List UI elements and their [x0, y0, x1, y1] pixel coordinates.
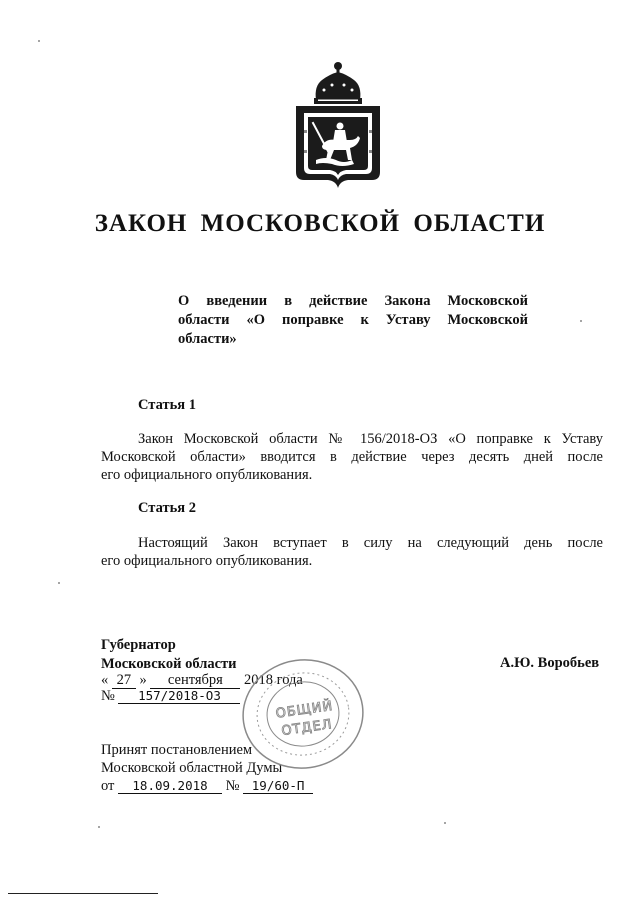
subtitle-line: области «О поправке к Уставу Московской — [178, 312, 528, 328]
position-line: Губернатор — [101, 637, 176, 653]
adoption-date-line — [101, 777, 313, 795]
article-line: Настоящий Закон вступает в силу на следующий день после — [138, 535, 603, 551]
office-stamp — [238, 656, 368, 772]
adoption-line: Московской областной Думы — [101, 760, 283, 776]
article-1-text — [101, 430, 603, 484]
article-line: его официального опубликования. — [101, 467, 313, 483]
scan-speck — [444, 822, 446, 824]
signatory-position — [101, 636, 237, 674]
adoption-date: 18.09.2018 — [118, 778, 222, 794]
date-day: 27 — [112, 673, 136, 689]
date-month: сентября — [150, 673, 240, 689]
article-line: Закон Московской области № 156/2018-ОЗ «О поправке к Уставу — [138, 431, 603, 447]
law-number — [101, 688, 240, 705]
subtitle-line: О введении в действие Закона Московской — [178, 293, 528, 309]
signatory-name: А.Ю. Воробьев — [500, 655, 600, 671]
stamp-text-line1: ОБЩИЙ — [274, 698, 335, 722]
scan-speck — [580, 320, 582, 322]
number-value: 157/2018-ОЗ — [118, 688, 240, 704]
date-close-quote: » — [139, 672, 147, 688]
article-1-heading: Статья 1 — [138, 397, 196, 413]
position-line: Московской области — [101, 656, 237, 672]
scan-speck — [98, 826, 100, 828]
document-subtitle — [178, 292, 528, 349]
footer-rule — [8, 893, 158, 894]
subtitle-line: области» — [178, 331, 237, 347]
date-year: 2018 года — [244, 672, 303, 688]
adoption-line: Принят постановлением — [101, 742, 253, 758]
coat-of-arms-emblem — [292, 60, 384, 190]
article-line: Московской области» вводится в действие через десять дней после — [101, 449, 603, 465]
article-2-text — [101, 534, 603, 570]
number-label: № — [101, 688, 115, 704]
stamp-text-line2: ОТДЕЛ — [280, 717, 334, 740]
document-title: ЗАКОН МОСКОВСКОЙ ОБЛАСТИ — [94, 210, 546, 237]
article-2-heading: Статья 2 — [138, 500, 196, 516]
adoption-number: 19/60-П — [243, 778, 313, 794]
scan-speck — [38, 40, 40, 42]
article-line: его официального опубликования. — [101, 553, 313, 569]
scan-speck — [58, 582, 60, 584]
adoption-number-label: № — [225, 778, 240, 794]
date-open-quote: « — [101, 672, 109, 688]
adoption-date-prefix: от — [101, 778, 115, 794]
